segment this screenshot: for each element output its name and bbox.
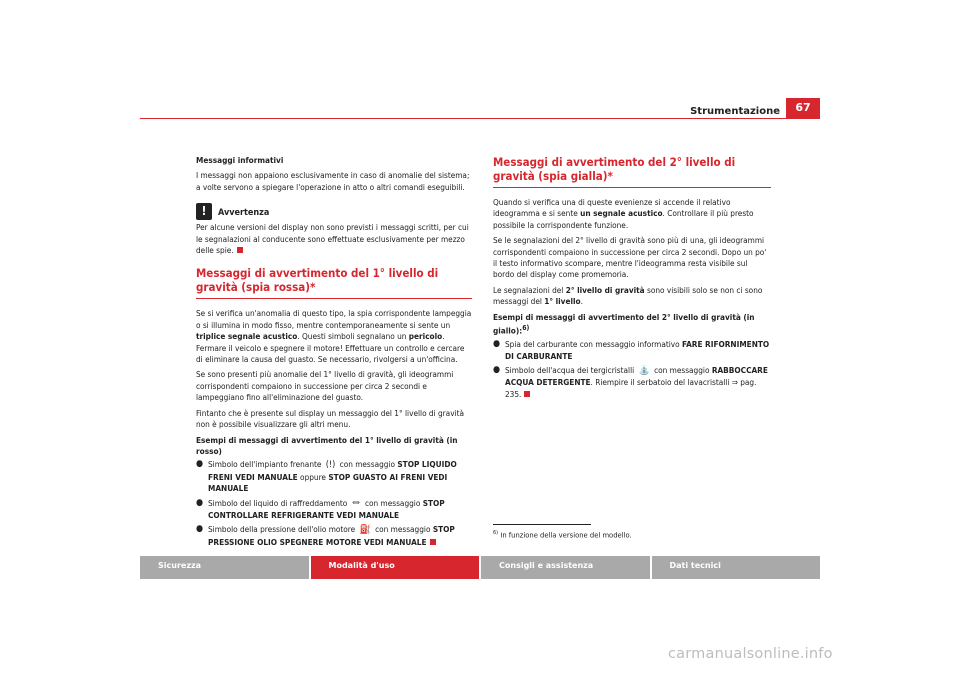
- coolant-temperature-icon: ⏛: [351, 498, 361, 509]
- level2-paragraph-1: Quando si verifica una di queste evenienze si accende il relativo ideogramma e si sente un segnale acustico. Controllare il più presto possibile la corrispondente funzione.: [493, 197, 754, 230]
- warning-block: [196, 203, 472, 256]
- level2-examples-title: Esempi di messaggi di avvertimento del 2° livello di gravità (in giallo):$^{6)}$: [493, 311, 755, 336]
- bullet-icon: ●: [493, 339, 501, 350]
- bottom-navigation: [140, 556, 820, 579]
- washer-fluid-icon: ⛲: [638, 366, 650, 377]
- right-column: [493, 155, 771, 403]
- warning-text: Per alcune versioni del display non sono previsti i messaggi scritti, per cui le segnalazioni al conducente sono effettuate esclusivamente per mezzo delle spie.: [196, 222, 469, 256]
- footnote-rule: [493, 524, 591, 525]
- level1-heading: Messaggi di avvertimento del 1° livello di gravità (spia rossa)*: [196, 266, 472, 299]
- level1-paragraph-2: Se sono presenti più anomalie del 1° livello di gravità, gli ideogrammi corrispondenti compaiono in successione per circa 2 secondi e lampeggiano fino all'eliminazione del guasto.: [196, 369, 454, 403]
- bullet-icon: ●: [196, 459, 204, 470]
- intro-text: I messaggi non appaiono esclusivamente in caso di anomalie del sistema; a volte servono a spiegare l'operazione in atto o altri comandi eseguibili.: [196, 170, 470, 192]
- list-item: ● Spia del carburante con messaggio informativo FARE RIFORNIMENTO DI CARBURANTE: [493, 339, 770, 361]
- nav-tab-dati-tecnici[interactable]: Dati tecnici: [652, 556, 821, 579]
- page-section-title: Strumentazione: [690, 106, 780, 117]
- nav-tab-sicurezza[interactable]: Sicurezza: [140, 556, 309, 579]
- level1-paragraph-3: Fintanto che è presente sul display un messaggio del 1° livello di gravità non è possibile visualizzare gli altri menu.: [196, 407, 464, 430]
- footnote-ref: 6): [522, 324, 530, 333]
- end-marker-icon: [430, 539, 436, 545]
- warning-label: Avvertenza: [218, 208, 270, 219]
- level1-examples-title: Esempi di messaggi di avvertimento del 1° livello di gravità (in rosso): [196, 434, 458, 456]
- end-marker-icon: [524, 391, 530, 397]
- bullet-icon: ●: [493, 365, 501, 376]
- level2-paragraph-3: Le segnalazioni del 2° livello di gravità sono visibili solo se non ci sono messaggi del 1° livello.: [493, 284, 763, 307]
- level1-paragraph-1: Se si verifica un'anomalia di questo tipo, la spia corrispondente lampeggia o si illumina in modo fisso, mentre contemporaneamente si sente un triplice segnale acustico. Questi simboli segnalano un pericolo. Fermare il veicolo e spegnere il motore! Effettuare un controllo e cercare di eliminare la causa del guasto. Se necessario, rivolgersi a un'officina.: [196, 308, 472, 365]
- level2-paragraph-2: Se le segnalazioni del 2° livello di gravità sono più di una, gli ideogrammi corrispondenti compaiono in successione per circa 2 secondi. Dopo un po' il testo informativo scompare, mentre l'ideogramma resta visibile sul bordo del display come promemoria.: [493, 235, 767, 280]
- list-item: ● Simbolo dell'acqua dei tergicristalli ⛲ con messaggio RABBOCCARE ACQUA DETERGENTE. Riempire il serbatoio del lavacristalli ⇒ pag. 235.: [493, 365, 768, 399]
- intro-title: Messaggi informativi: [196, 155, 284, 165]
- warning-exclamation-icon: [196, 203, 212, 220]
- bullet-icon: ●: [196, 524, 204, 535]
- oil-pressure-icon: ⛽: [359, 525, 371, 536]
- nav-tab-modalita-uso[interactable]: Modalità d'uso: [311, 556, 480, 579]
- level2-heading: Messaggi di avvertimento del 2° livello di gravità (spia gialla)*: [493, 155, 771, 188]
- nav-tab-consigli-assistenza[interactable]: Consigli e assistenza: [481, 556, 650, 579]
- brake-warning-icon: (!): [325, 460, 336, 471]
- footnote: $^{6)}$ In funzione della versione del modello.: [493, 530, 632, 540]
- warning-header: [196, 203, 472, 220]
- header-rule: [140, 118, 820, 119]
- left-column: [196, 155, 472, 551]
- page-number-badge: 67: [786, 98, 820, 118]
- list-item: ● Simbolo del liquido di raffreddamento ⏛ con messaggio STOP CONTROLLARE REFRIGERANTE VEDI MANUALE: [196, 497, 445, 520]
- list-item: ● Simbolo della pressione dell'olio motore ⛽ con messaggio STOP PRESSIONE OLIO SPEGNERE MOTORE VEDI MANUALE: [196, 524, 455, 547]
- bullet-icon: ●: [196, 497, 204, 508]
- watermark-text: carmanualsonline.info: [668, 646, 833, 662]
- list-item: ● Simbolo dell'impianto frenante (!) con messaggio STOP LIQUIDO FRENI VEDI MANUALE oppure STOP GUASTO AI FRENI VEDI MANUALE: [196, 459, 457, 494]
- end-marker-icon: [237, 247, 243, 253]
